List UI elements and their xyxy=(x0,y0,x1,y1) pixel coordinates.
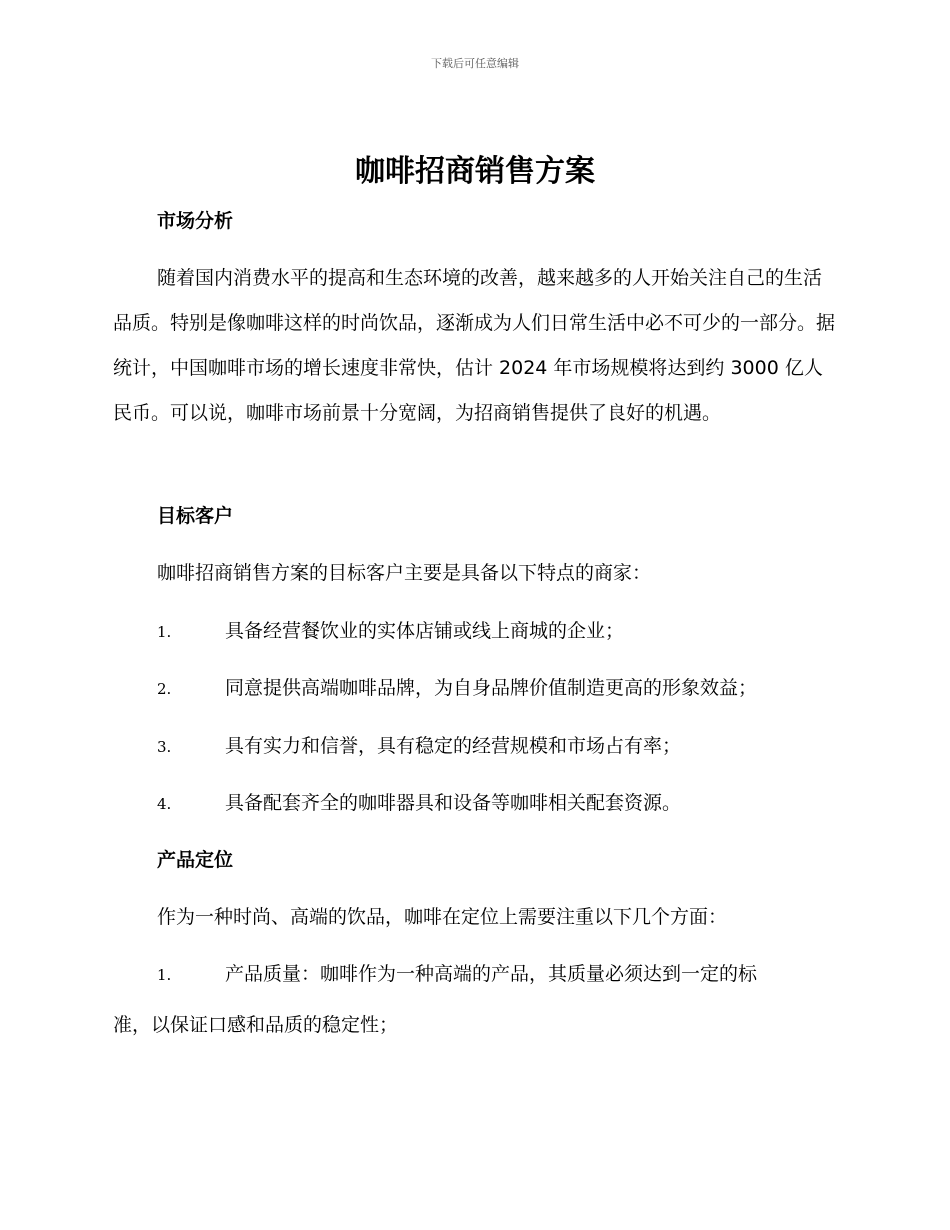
list-number: 2. xyxy=(157,680,172,698)
section-heading-customers: 目标客户 xyxy=(157,505,234,527)
market-paragraph: 随着国内消费水平的提高和生态环境的改善，越来越多的人开始关注自己的生活品质。特别是像咖啡这样的时尚饮品，逐渐成为人们日常生活中必不可少的一部分。据统计，中国咖啡市场的增长速度非常快，估计 2024 年市场规模将达到约 3000 亿人民币。可以说，咖啡市场前景十分宽阔，为招商销售提供了良好的机遇。 xyxy=(113,267,836,424)
document-title: 咖啡招商销售方案 xyxy=(355,154,595,189)
list-item-continuation: 准，以保证口感和品质的稳定性； xyxy=(113,1014,399,1036)
section-heading-market: 市场分析 xyxy=(157,210,234,232)
customer-list-item xyxy=(157,733,681,760)
customers-intro: 咖啡招商销售方案的目标客户主要是具备以下特点的商家： xyxy=(157,562,652,584)
list-item-text: 具有实力和信誉，具有稳定的经营规模和市场占有率； xyxy=(225,735,682,757)
customer-list-item xyxy=(157,790,681,817)
list-number: 1. xyxy=(157,966,172,984)
customer-list-item xyxy=(157,618,624,645)
list-item-text: 同意提供高端咖啡品牌，为自身品牌价值制造更高的形象效益； xyxy=(225,677,758,699)
section-heading-positioning: 产品定位 xyxy=(157,849,234,871)
list-number: 4. xyxy=(157,795,172,813)
customer-list-item xyxy=(157,675,757,702)
positioning-intro: 作为一种时尚、高端的饮品，咖啡在定位上需要注重以下几个方面： xyxy=(157,906,728,928)
list-item-text: 具备经营餐饮业的实体店铺或线上商城的企业； xyxy=(225,620,625,642)
positioning-list-item xyxy=(113,949,843,1050)
header-note: 下载后可任意编辑 xyxy=(431,57,519,70)
list-number: 1. xyxy=(157,623,172,641)
list-item-text: 具备配套齐全的咖啡器具和设备等咖啡相关配套资源。 xyxy=(225,792,682,814)
list-number: 3. xyxy=(157,738,172,756)
list-item-first-line xyxy=(113,949,843,1000)
list-item-text: 产品质量：咖啡作为一种高端的产品，其质量必须达到一定的标 xyxy=(225,963,758,985)
